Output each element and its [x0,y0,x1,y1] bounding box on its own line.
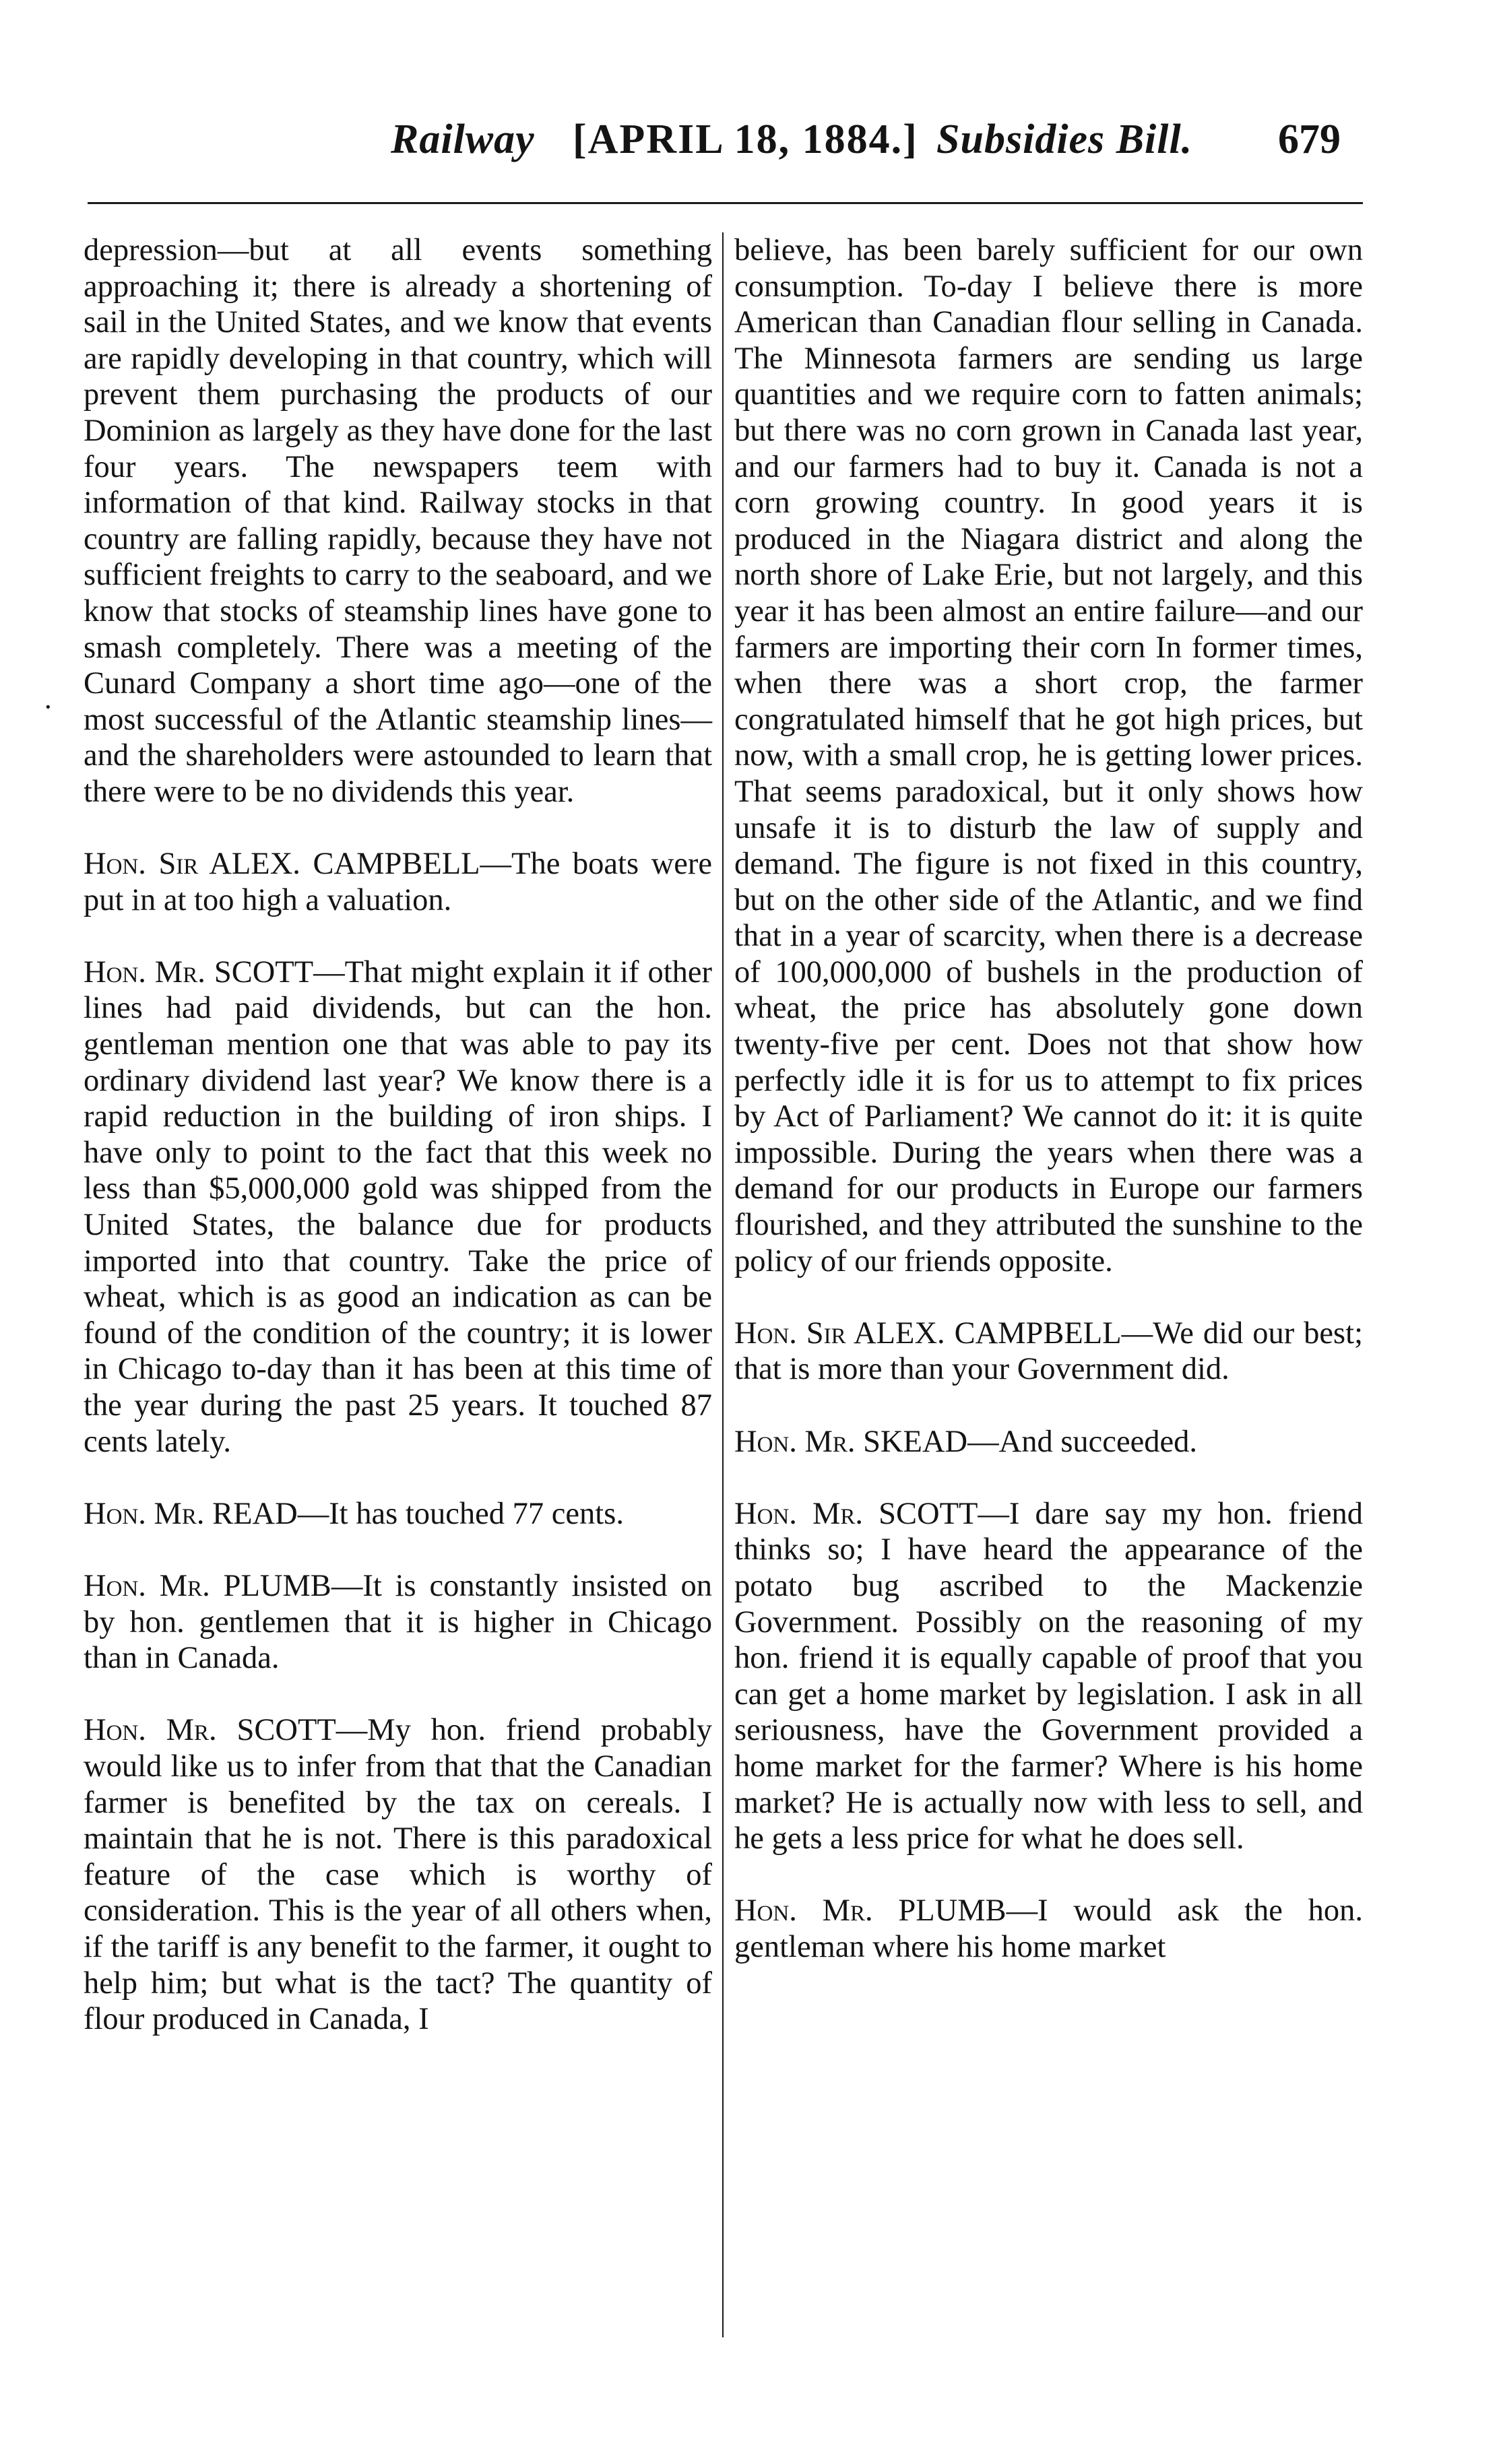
speaker-name: Hon. Mr. PLUMB [84,1568,331,1603]
paragraph-text: —The boats were put in at too high a valuation. [84,847,712,917]
paragraph [84,232,712,810]
speaker-name: Hon. Mr. READ [84,1496,298,1531]
speaker-name: Hon. Mr. SKEAD [734,1424,968,1459]
paragraph [84,954,712,1460]
paragraph-text: —And succeeded. [967,1424,1197,1459]
speaker-name: Hon. Mr. SCOTT [734,1496,978,1531]
column-divider [722,232,724,2337]
paragraph [84,1712,712,2037]
paragraph [734,1424,1363,1460]
paragraph-text: —It has touched 77 cents. [297,1496,624,1531]
speaker-name: Hon. Sir ALEX. CAMPBELL [84,847,480,882]
paragraph [84,846,712,918]
header-date: [APRIL 18, 1884.] [573,117,918,162]
paragraph-text: depression—but at all events something approaching it; there is already a shortening of sail in the United States, and we know that events are rapidly developing in that country, which will prevent them purchasing the products of our Dominion as largely as they have done for the last four years. The newspapers teem with information of that kind. Railway stocks in that country are falling rapidly, because they have not sufficient freights to carry to the seaboard, and we know that stocks of steamship lines have gone to smash completely. There was a meeting of the Cunard Company a short time ago—one of the most successful of the Atlantic steamship lines—and the shareholders were astounded to learn that there were to be no dividends this year. [84,233,712,809]
paragraph [734,1496,1363,1857]
speaker-name: Hon. Mr. SCOTT [84,1713,336,1748]
paragraph-text: —I dare say my hon. friend thinks so; I have heard the appearance of the potato bug ascribed to the Mackenzie Government. Possibly on the reasoning of my hon. friend it is equally capable of proof that you can get a home market by legislation. I ask in all seriousness, have the Government provided a home market for the farmer? Where is his home market? He is actually now with less to sell, and he gets a less price for what he does sell. [734,1496,1363,1856]
paragraph-text: —That might explain it if other lines had paid dividends, but can the hon. gentleman mention one that was able to pay its ordinary dividend last year? We know there is a rapid reduction in the building of iron ships. I have only to point to the fact that this week no less than $5,000,000 gold was shipped from the United States, the balance due for products imported into that country. Take the price of wheat, which is as good an indication as can be found of the condition of the country; it is lower in Chicago to-day than it has been at this time of the year during the past 25 years. It touched 87 cents lately. [84,954,712,1459]
paragraph-text: —It is constantly insisted on by hon. gentlemen that it is higher in Chicago than in Canada. [84,1568,712,1676]
paragraph [734,1893,1363,1965]
paragraph-text: —My hon. friend probably would like us to infer from that that the Canadian farmer is benefited by the tax on cereals. I maintain that he is not. There is this paradoxical feature of the case which is worthy of consideration. This is the year of all others when, if the tariff is any benefit to the farmer, it ought to help him; but what is the tact? The quantity of flour produced in Canada, I [84,1713,712,2037]
paragraph [734,232,1363,1279]
right-column [734,232,1363,1966]
margin-mark: · [43,690,53,723]
speaker-name: Hon. Sir ALEX. CAMPBELL [734,1316,1122,1351]
paragraph-text: —I would ask the hon. gentleman where his home market [734,1893,1364,1964]
speaker-name: Hon. Mr. PLUMB [734,1893,1007,1928]
paragraph [84,1568,712,1677]
header-rule [88,202,1363,204]
left-column [84,232,712,2038]
paragraph [84,1496,712,1532]
header-title-right: Subsidies Bill. [936,117,1193,162]
header-title-left: Railway [391,117,535,162]
paragraph [734,1316,1363,1388]
speaker-name: Hon. Mr. SCOTT [84,954,314,990]
running-header [0,0,1501,202]
page-number: 679 [1278,117,1341,162]
paragraph-text: believe, has been barely sufficient for our own consumption. To-day I believe there is more American than Canadian flour selling in Canada. The Minnesota farmers are sending us large quantities and we require corn to fatten animals; but there was no corn grown in Canada last year, and our farmers had to buy it. Canada is not a corn growing country. In good years it is produced in the Niagara district and along the north shore of Lake Erie, but not largely, and this year it has been almost an entire failure—and our farmers are importing their corn In former times, when there was a short crop, the farmer congratulated himself that he got high prices, but now, with a small crop, he is getting lower prices. That seems paradoxical, but it only shows how unsafe it is to disturb the law of supply and demand. The figure is not fixed in this country, but on the other side of the Atlantic, and we find that in a year of scarcity, when there is a decrease of 100,000,000 of bushels in the production of wheat, the price has absolutely gone down twenty-five per cent. Does not that show how perfectly idle it is for us to attempt to fix prices by Act of Parliament? We cannot do it: it is quite impossible. During the years when there was a demand for our products in Europe our farmers flourished, and they attributed the sunshine to the policy of our friends opposite. [734,233,1363,1278]
paragraph-text: —We did our best; that is more than your Government did. [734,1316,1363,1387]
